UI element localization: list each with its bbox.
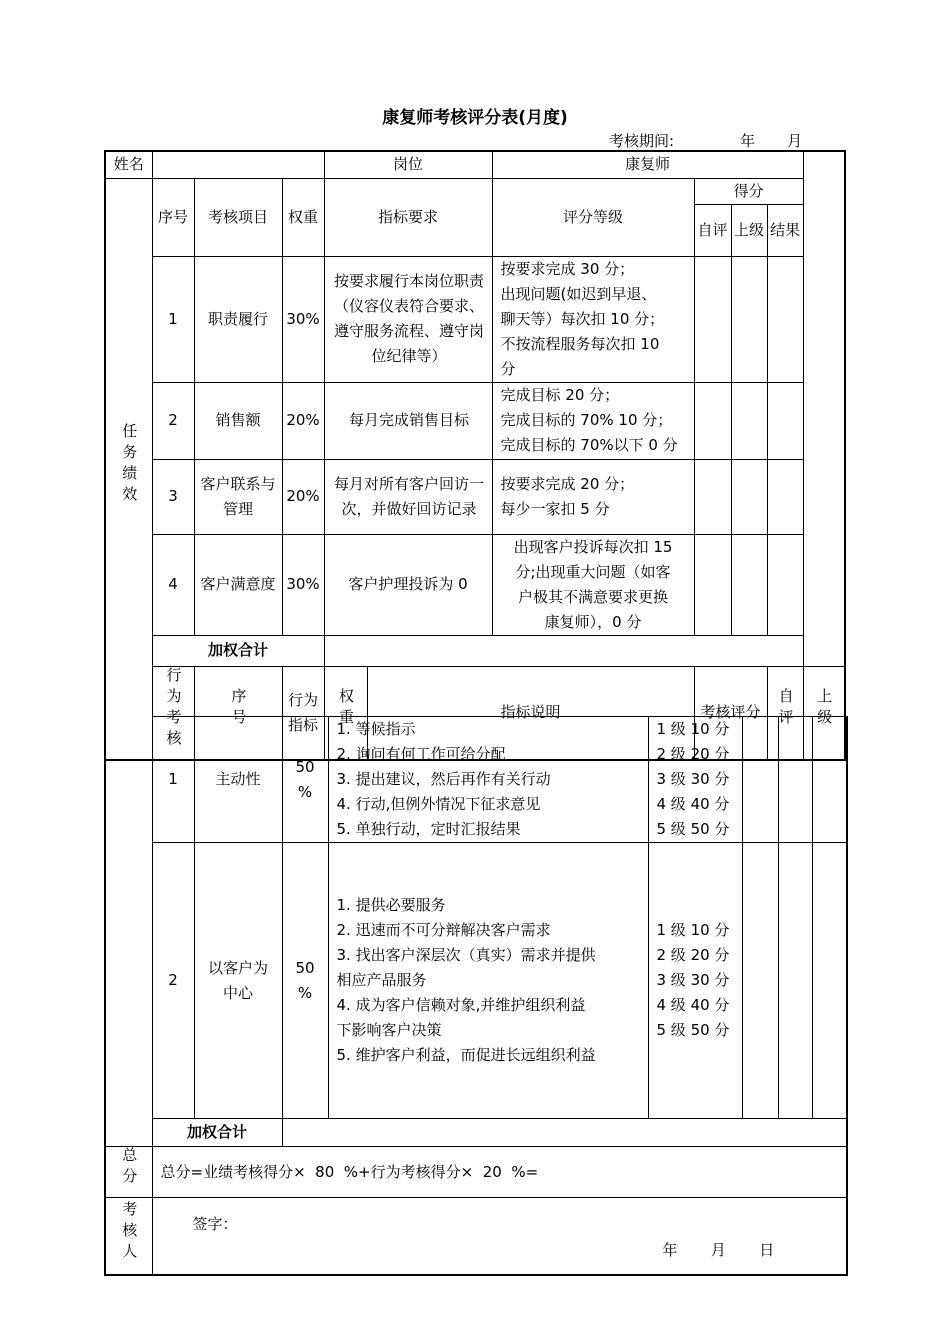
task-row-no: 3	[152, 459, 194, 534]
behavior-header-indicator: 行为指标	[282, 666, 324, 760]
task-row-self-score[interactable]	[694, 256, 731, 382]
task-row-requirement: 每月对所有客户回访一次，并做好回访记录	[324, 459, 492, 534]
behavior-row-description: 1. 等候指示 2. 询问有何工作可给分配 3. 提出建议，然后再作有关行动 4. 行动,但例外情况下征求意见 5. 单独行动，定时汇报结果	[328, 717, 648, 843]
task-row-weight: 20%	[282, 382, 324, 459]
task-row-no: 2	[152, 382, 194, 459]
task-row-weight: 20%	[282, 459, 324, 534]
task-row-requirement: 按要求履行本岗位职责（仪容仪表符合要求、遵守服务流程、遵守岗位纪律等）	[324, 256, 492, 382]
behavior-row-grade: 1 级 10 分 2 级 20 分 3 级 30 分 4 级 40 分 5 级 50 分	[648, 843, 742, 1119]
assessor-signature-area[interactable]	[152, 1198, 847, 1276]
behavior-header-description: 指标说明	[367, 666, 694, 760]
page-title: 康复师考核评分表(月度)	[382, 108, 568, 128]
task-row-grade: 按要求完成 30 分； 出现问题(如迟到早退、 聊天等）每次扣 10 分； 不按流程服务每次扣 10 分	[492, 256, 694, 382]
period-label: 考核期间:	[609, 132, 675, 150]
task-header-item: 考核项目	[194, 178, 282, 256]
behavior-section-label: 行为考核	[152, 666, 194, 760]
behavior-subtotal-label: 加权合计	[152, 1119, 282, 1147]
behavior-row-indicator: 以客户为中心	[194, 843, 282, 1119]
task-row-superior-score[interactable]	[731, 459, 767, 534]
task-row-grade: 完成目标 20 分； 完成目标的 70% 10 分； 完成目标的 70%以下 0 分	[492, 382, 694, 459]
task-row-result[interactable]	[767, 382, 803, 459]
behavior-header-grade: 考核评分	[694, 666, 767, 760]
behavior-row-description: 1. 提供必要服务 2. 迅速而不可分辩解决客户需求 3. 找出客户深层次（真实）需求并提供 相应产品服务 4. 成为客户信赖对象,并维护组织利益 下影响客户决策 5. 维护客户利益，而促进长远组织利益	[328, 843, 648, 1119]
behavior-row-no: 2	[152, 843, 194, 1119]
task-row-no: 4	[152, 534, 194, 635]
task-subtotal-value[interactable]	[324, 635, 803, 666]
task-section-label: 任务绩效	[105, 178, 152, 760]
task-row-grade: 按要求完成 20 分； 每少一家扣 5 分	[492, 459, 694, 534]
behavior-section-spacer	[105, 717, 152, 1147]
task-row-weight: 30%	[282, 534, 324, 635]
task-row-result[interactable]	[767, 459, 803, 534]
behavior-subtotal-value[interactable]	[282, 1119, 847, 1147]
task-header-requirement: 指标要求	[324, 178, 492, 256]
task-row-grade: 出现客户投诉每次扣 15 分;出现重大问题（如客 户极其不满意要求更换 康复师），0 分	[492, 534, 694, 635]
task-row-item: 职责履行	[194, 256, 282, 382]
task-row-self-score[interactable]	[694, 459, 731, 534]
behavior-header-self: 自评	[767, 666, 803, 760]
behavior-header-superior: 上级	[803, 666, 845, 760]
task-header-weight: 权重	[282, 178, 324, 256]
task-row-self-score[interactable]	[694, 534, 731, 635]
task-row-requirement: 客户护理投诉为 0	[324, 534, 492, 635]
behavior-row-superior-score[interactable]	[778, 843, 812, 1119]
behavior-row-indicator: 主动性	[194, 717, 282, 843]
behavior-header-no: 序号	[194, 666, 282, 760]
task-row-requirement: 每月完成销售目标	[324, 382, 492, 459]
task-subtotal-label: 加权合计	[152, 635, 324, 666]
task-header-score: 得分	[694, 178, 803, 204]
evaluation-table	[104, 150, 846, 761]
total-label: 总分	[105, 1147, 152, 1198]
behavior-row-no: 1	[152, 717, 194, 843]
behavior-row-result[interactable]	[812, 843, 847, 1119]
task-row-superior-score[interactable]	[731, 256, 767, 382]
task-row-result[interactable]	[767, 534, 803, 635]
task-row-item: 客户满意度	[194, 534, 282, 635]
post-label: 岗位	[324, 151, 492, 178]
name-field[interactable]	[152, 151, 324, 178]
task-row-item: 客户联系与管理	[194, 459, 282, 534]
behavior-row-self-score[interactable]	[742, 843, 778, 1119]
task-row-self-score[interactable]	[694, 382, 731, 459]
name-label: 姓名	[105, 151, 152, 178]
task-row-superior-score[interactable]	[731, 534, 767, 635]
task-header-superior: 上级	[731, 204, 767, 256]
behavior-row-weight: 50 %	[282, 717, 328, 843]
task-row-superior-score[interactable]	[731, 382, 767, 459]
total-formula: 总分=业绩考核得分× 80 %+行为考核得分× 20 %=	[152, 1147, 847, 1198]
task-header-result: 结果	[767, 204, 803, 256]
period-year: 年	[740, 132, 756, 150]
signature-label: 签字：	[192, 1215, 238, 1233]
signature-date: 年 月 日	[662, 1241, 775, 1259]
task-header-self: 自评	[694, 204, 731, 256]
assessment-period	[609, 130, 802, 151]
task-header-grade: 评分等级	[492, 178, 694, 256]
behavior-table	[104, 716, 848, 1276]
assessor-label: 考核人	[105, 1198, 152, 1276]
task-row-no: 1	[152, 256, 194, 382]
behavior-header-weight: 权重	[324, 666, 367, 760]
behavior-row-grade: 1 级 10 分 2 级 20 分 3 级 30 分 4 级 40 分 5 级 50 分	[648, 717, 742, 843]
behavior-row-self-score[interactable]	[742, 717, 778, 843]
period-month: 月	[787, 132, 803, 150]
behavior-row-superior-score[interactable]	[778, 717, 812, 843]
task-header-no: 序号	[152, 178, 194, 256]
behavior-row-result[interactable]	[812, 717, 847, 843]
post-value: 康复师	[492, 151, 803, 178]
behavior-row-weight: 50 %	[282, 843, 328, 1119]
task-row-weight: 30%	[282, 256, 324, 382]
task-row-item: 销售额	[194, 382, 282, 459]
task-row-result[interactable]	[767, 256, 803, 382]
